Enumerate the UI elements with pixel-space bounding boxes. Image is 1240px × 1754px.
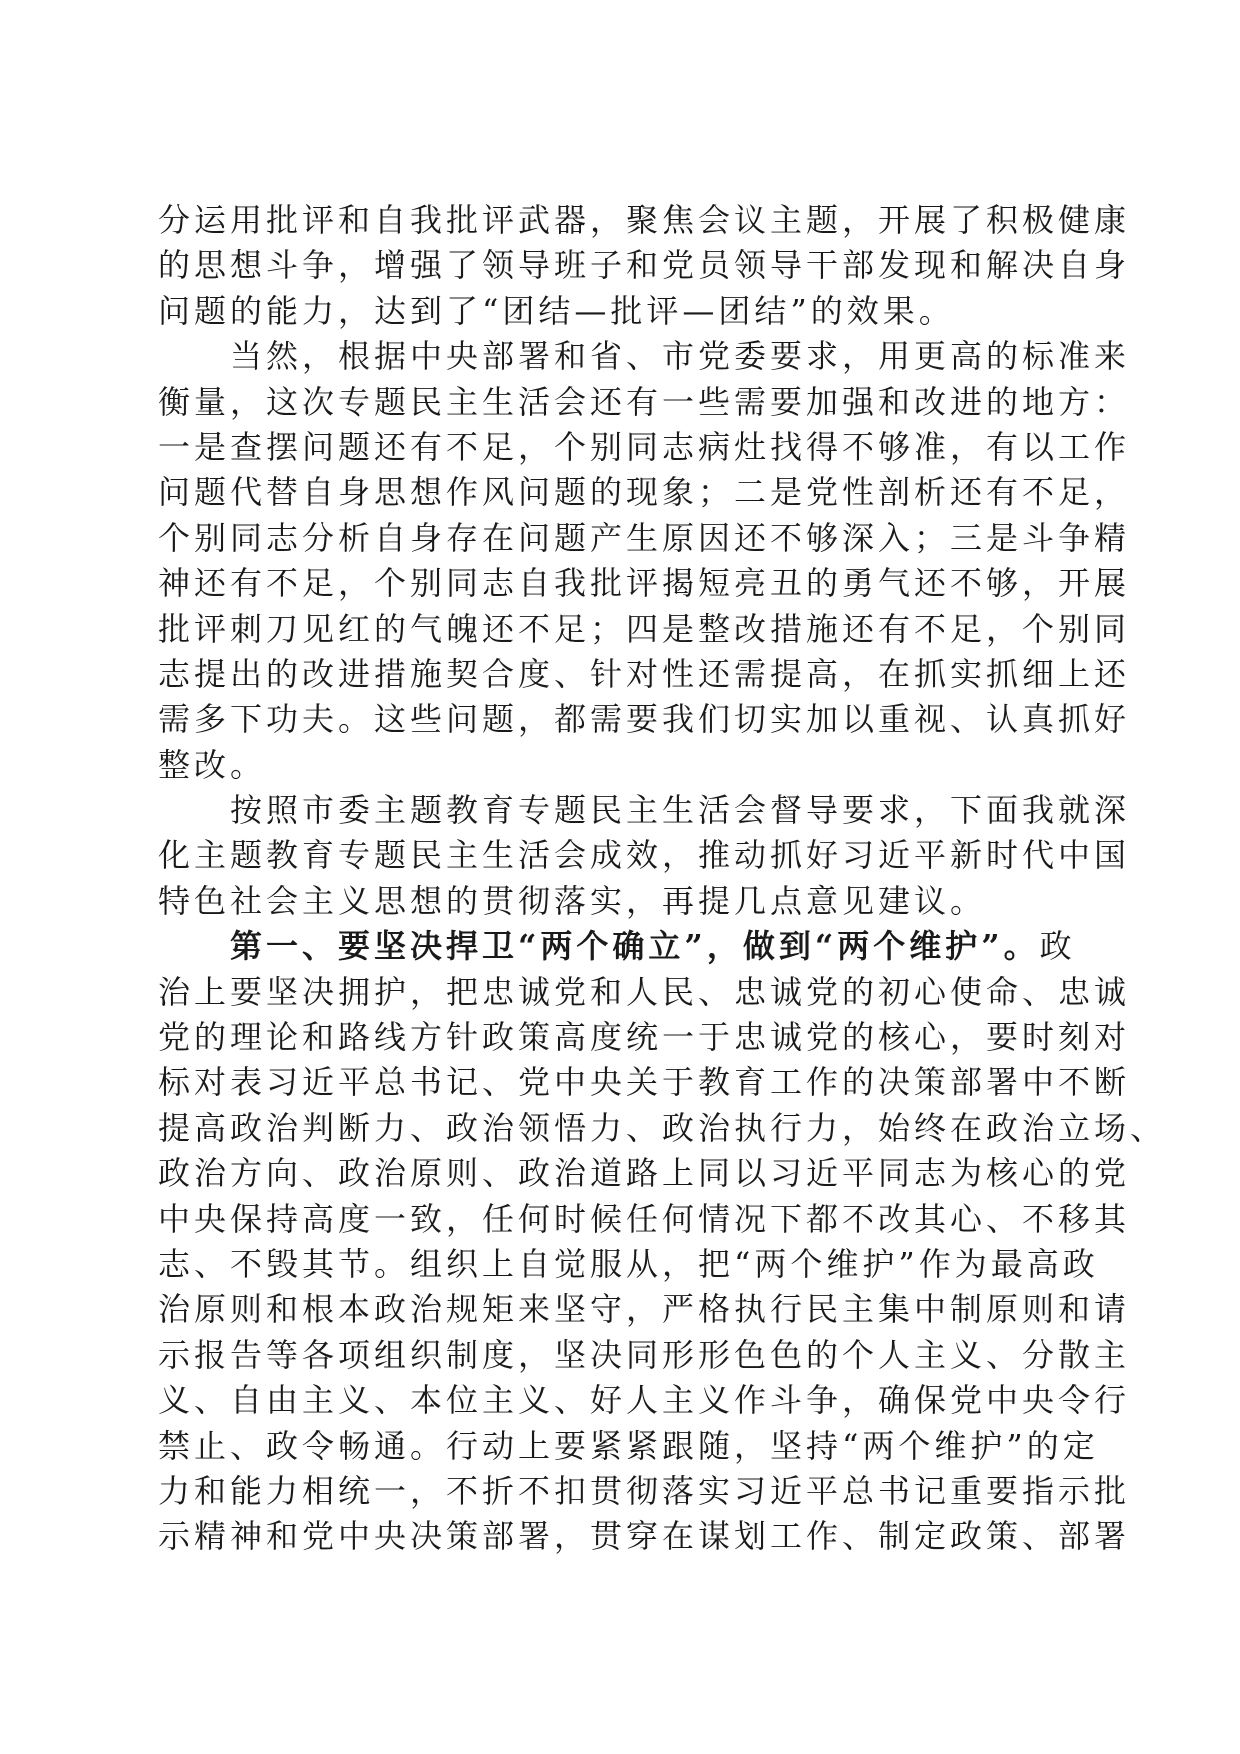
text-line: 党的理论和路线方针政策高度统一于忠诚党的核心，要时刻对 — [158, 1018, 1131, 1057]
text-line: 问题的能力，达到了“团结—批评—团结”的效果。 — [158, 291, 955, 330]
text-line: 按照市委主题教育专题民主生活会督导要求，下面我就深 — [158, 791, 1131, 830]
text-line: 整改。 — [158, 745, 267, 784]
text-line: 需多下功夫。这些问题，都需要我们切实加以重视、认真抓好 — [158, 700, 1131, 739]
text-line: 批评刺刀见红的气魄还不足；四是整改措施还有不足，个别同 — [158, 609, 1131, 648]
text-line: 衡量，这次专题民主生活会还有一些需要加强和改进的地方： — [158, 382, 1131, 421]
text-line: 禁止、政令畅通。行动上要紧紧跟随，坚持“两个维护”的定 — [158, 1426, 1099, 1465]
text-line: 治原则和根本政治规矩来坚守，严格执行民主集中制原则和请 — [158, 1290, 1131, 1329]
text-line: 示精神和党中央决策部署，贯穿在谋划工作、制定政策、部署 — [158, 1517, 1131, 1556]
text-line: 个别同志分析自身存在问题产生原因还不够深入；三是斗争精 — [158, 518, 1131, 557]
text-line: 一是查摆问题还有不足，个别同志病灶找得不够准，有以工作 — [158, 427, 1131, 466]
text-line: 化主题教育专题民主生活会成效，推动抓好习近平新时代中国 — [158, 836, 1131, 875]
text-line: 当然，根据中央部署和省、市党委要求，用更高的标准来 — [158, 337, 1131, 376]
text-line: 示报告等各项组织制度，坚决同形形色色的个人主义、分散主 — [158, 1335, 1131, 1374]
text-line: 特色社会主义思想的贯彻落实，再提几点意见建议。 — [158, 881, 987, 920]
text-line: 政治方向、政治原则、政治道路上同以习近平同志为核心的党 — [158, 1154, 1131, 1193]
text-line: 义、自由主义、本位主义、好人主义作斗争，确保党中央令行 — [158, 1381, 1131, 1420]
text-line: 神还有不足，个别同志自我批评揭短亮丑的勇气还不够，开展 — [158, 564, 1131, 603]
text-line: 中央保持高度一致，任何时候任何情况下都不改其心、不移其 — [158, 1199, 1131, 1238]
text-line: 志提出的改进措施契合度、针对性还需提高，在抓实抓细上还 — [158, 654, 1131, 693]
text-line: 志、不毁其节。组织上自觉服从，把“两个维护”作为最高政 — [158, 1244, 1099, 1283]
section-heading-line — [158, 924, 1082, 969]
text-line: 分运用批评和自我批评武器，聚焦会议主题，开展了积极健康 — [158, 201, 1131, 239]
heading-continuation: 政 — [1039, 927, 1076, 966]
text-line: 的思想斗争，增强了领导班子和党员领导干部发现和解决自身 — [158, 246, 1131, 285]
text-line: 力和能力相统一，不折不扣贯彻落实习近平总书记重要指示批 — [158, 1471, 1131, 1510]
text-line: 提高政治判断力、政治领悟力、政治执行力，始终在政治立场、 — [158, 1108, 1167, 1147]
section-heading: 第一、要坚决捍卫“两个确立”，做到“两个维护”。 — [230, 927, 1040, 966]
document-page — [158, 198, 1167, 1560]
heading-indent — [158, 927, 230, 965]
text-line: 问题代替自身思想作风问题的现象；二是党性剖析还有不足， — [158, 473, 1131, 512]
text-line: 治上要坚决拥护，把忠诚党和人民、忠诚党的初心使命、忠诚 — [158, 972, 1131, 1011]
text-line: 标对表习近平总书记、党中央关于教育工作的决策部署中不断 — [158, 1063, 1131, 1102]
